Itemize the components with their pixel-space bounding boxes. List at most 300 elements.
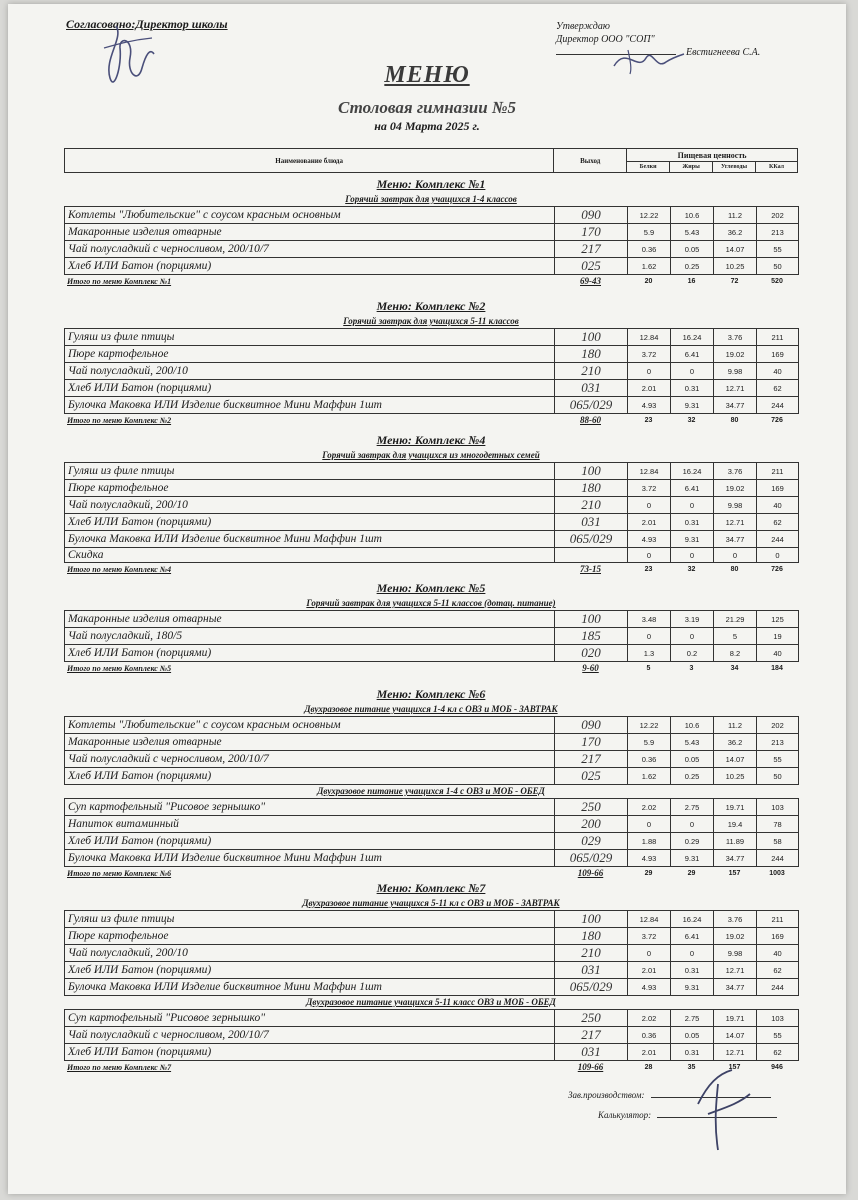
- fat-value: 0: [671, 816, 714, 833]
- protein-value: 0: [628, 945, 671, 962]
- dish-name: Гуляш из филе птицы: [65, 463, 555, 480]
- table-row: [65, 346, 799, 363]
- table-row: [65, 751, 799, 768]
- dish-name: Хлеб ИЛИ Батон (порциями): [65, 833, 555, 850]
- total-label: Итого по меню Комплекс №4: [67, 564, 172, 574]
- fat-value: 5.43: [671, 734, 714, 751]
- total-kcal: 1003: [769, 869, 785, 877]
- section-title: Меню: Комплекс №4: [376, 433, 486, 447]
- dish-output: 250: [555, 799, 628, 816]
- kcal-value: 103: [757, 799, 799, 816]
- group-subtitle: Двухразовое питание учащихся 1-4 кл с ОВЗ и МОБ - ЗАВТРАК: [304, 704, 558, 714]
- dish-output: 031: [555, 962, 628, 979]
- protein-value: 0.36: [628, 751, 671, 768]
- protein-value: 12.84: [628, 463, 671, 480]
- dish-output: 065/029: [555, 850, 628, 867]
- table-row: [65, 207, 799, 224]
- table-row: [65, 611, 799, 628]
- total-kcal: 184: [771, 664, 783, 672]
- group-subtitle: Горячий завтрак для учащихся из многодетных семей: [322, 450, 540, 460]
- total-fat: 16: [687, 277, 696, 285]
- total-protein: 28: [644, 1063, 653, 1071]
- kcal-value: 103: [757, 1010, 799, 1027]
- total-label: Итого по меню Комплекс №5: [67, 663, 172, 673]
- carbs-value: 12.71: [714, 380, 757, 397]
- fat-value: 9.31: [671, 531, 714, 548]
- kcal-value: 125: [757, 611, 799, 628]
- section-title: Меню: Комплекс №5: [376, 581, 486, 595]
- dish-name: Хлеб ИЛИ Батон (порциями): [65, 258, 555, 275]
- protein-value: 0.36: [628, 1027, 671, 1044]
- total-price: 88-60: [580, 415, 601, 425]
- protein-value: 1.88: [628, 833, 671, 850]
- carbs-value: 11.2: [714, 207, 757, 224]
- dish-name: Хлеб ИЛИ Батон (порциями): [65, 768, 555, 785]
- total-price: 73-15: [580, 564, 601, 574]
- dish-output: 217: [555, 1027, 628, 1044]
- total-price: 109-66: [577, 868, 604, 878]
- fat-value: 6.41: [671, 928, 714, 945]
- carbs-value: 12.71: [714, 1044, 757, 1061]
- kcal-value: 55: [757, 241, 799, 258]
- dish-name: Пюре картофельное: [65, 346, 555, 363]
- protein-value: 3.48: [628, 611, 671, 628]
- total-carbs: 34: [730, 664, 739, 672]
- table-row: [65, 850, 799, 867]
- header-col: Жиры: [670, 162, 713, 173]
- dish-output: 100: [555, 911, 628, 928]
- kcal-value: 40: [757, 945, 799, 962]
- total-fat: 29: [687, 869, 696, 877]
- kcal-value: 50: [757, 258, 799, 275]
- group-subtitle: Горячий завтрак для учащихся 5-11 классов: [343, 316, 519, 326]
- fat-value: 2.75: [671, 799, 714, 816]
- protein-value: 12.84: [628, 329, 671, 346]
- group-subtitle: Двухразовое питание учащихся 1-4 с ОВЗ и МОБ - ОБЕД: [317, 786, 545, 796]
- dish-name: Суп картофельный "Рисовое зернышко": [65, 1010, 555, 1027]
- carbs-value: 3.76: [714, 329, 757, 346]
- total-row: [64, 662, 798, 674]
- carbs-value: 12.71: [714, 514, 757, 531]
- kcal-value: 202: [757, 717, 799, 734]
- fat-value: 6.41: [671, 480, 714, 497]
- dish-name: Гуляш из филе птицы: [65, 329, 555, 346]
- fat-value: 0.31: [671, 380, 714, 397]
- fat-value: 0: [671, 945, 714, 962]
- kcal-value: 169: [757, 346, 799, 363]
- dish-name: Булочка Маковка ИЛИ Изделие бисквитное Мини Маффин 1шт: [65, 850, 555, 867]
- menu-table: [64, 716, 799, 785]
- kcal-value: 244: [757, 531, 799, 548]
- carbs-value: 3.76: [714, 911, 757, 928]
- total-kcal: 946: [771, 1063, 783, 1071]
- dish-name: Чай полусладкий, 200/10: [65, 945, 555, 962]
- protein-value: 4.93: [628, 531, 671, 548]
- menu-section: [64, 686, 798, 879]
- dish-output: 090: [555, 207, 628, 224]
- protein-value: 4.93: [628, 979, 671, 996]
- table-row: [65, 380, 799, 397]
- table-row: [65, 962, 799, 979]
- fat-value: 3.19: [671, 611, 714, 628]
- dish-name: Чай полусладкий с черносливом, 200/10/7: [65, 241, 555, 258]
- dish-name: Котлеты "Любительские" с соусом красным основным: [65, 207, 555, 224]
- protein-value: 5.9: [628, 224, 671, 241]
- protein-value: 1.62: [628, 768, 671, 785]
- dish-name: Макаронные изделия отварные: [65, 224, 555, 241]
- total-label: Итого по меню Комплекс №1: [67, 276, 172, 286]
- table-row: [65, 717, 799, 734]
- page-title: МЕНЮ: [384, 62, 470, 88]
- dish-output: 031: [555, 514, 628, 531]
- protein-value: 0: [628, 363, 671, 380]
- fat-value: 0: [671, 363, 714, 380]
- kcal-value: 19: [757, 628, 799, 645]
- table-row: [65, 768, 799, 785]
- dish-name: Скидка: [65, 548, 555, 563]
- table-row: [65, 979, 799, 996]
- fat-value: 5.43: [671, 224, 714, 241]
- kcal-value: 202: [757, 207, 799, 224]
- total-row: [64, 275, 798, 287]
- protein-value: 2.02: [628, 799, 671, 816]
- total-carbs: 80: [730, 416, 739, 424]
- total-label: Итого по меню Комплекс №2: [67, 415, 172, 425]
- dish-output: 170: [555, 734, 628, 751]
- table-row: [65, 497, 799, 514]
- group-subtitle: Горячий завтрак для учащихся 5-11 классов (дотац. питание): [306, 598, 556, 608]
- menu-table: [64, 798, 799, 867]
- dish-output: 100: [555, 329, 628, 346]
- header-name: Наименование блюда: [65, 149, 554, 173]
- header-col: Углеводы: [713, 162, 756, 173]
- protein-value: 4.93: [628, 397, 671, 414]
- protein-value: 4.93: [628, 850, 671, 867]
- signature-bottom-icon: [688, 1064, 758, 1154]
- dish-name: Хлеб ИЛИ Батон (порциями): [65, 380, 555, 397]
- carbs-value: 19.02: [714, 480, 757, 497]
- table-row: [65, 397, 799, 414]
- approval-left: Согласовано:Директор школы: [66, 17, 228, 31]
- table-row: [65, 945, 799, 962]
- table-row: [65, 548, 799, 563]
- menu-table: [64, 610, 799, 662]
- dish-output: [555, 548, 628, 563]
- kcal-value: 62: [757, 962, 799, 979]
- protein-value: 0.36: [628, 241, 671, 258]
- fat-value: 0.05: [671, 751, 714, 768]
- dish-output: 217: [555, 241, 628, 258]
- fat-value: 9.31: [671, 397, 714, 414]
- fat-value: 16.24: [671, 911, 714, 928]
- fat-value: 0.25: [671, 258, 714, 275]
- carbs-value: 10.25: [714, 768, 757, 785]
- dish-output: 250: [555, 1010, 628, 1027]
- dish-name: Пюре картофельное: [65, 928, 555, 945]
- total-carbs: 80: [730, 565, 739, 573]
- fat-value: 0.29: [671, 833, 714, 850]
- page-subtitle: Столовая гимназии №5: [337, 98, 517, 117]
- carbs-value: 34.77: [714, 397, 757, 414]
- dish-name: Булочка Маковка ИЛИ Изделие бисквитное Мини Маффин 1шт: [65, 979, 555, 996]
- table-row: [65, 241, 799, 258]
- carbs-value: 34.77: [714, 850, 757, 867]
- total-row: [64, 414, 798, 426]
- approve-label: Утверждаю: [556, 21, 610, 32]
- table-row: [65, 628, 799, 645]
- dish-name: Напиток витаминный: [65, 816, 555, 833]
- total-protein: 5: [646, 664, 651, 672]
- director-label: Директор ООО "СОП": [556, 34, 655, 45]
- carbs-value: 36.2: [714, 734, 757, 751]
- kcal-value: 78: [757, 816, 799, 833]
- dish-output: 180: [555, 928, 628, 945]
- dish-name: Булочка Маковка ИЛИ Изделие бисквитное Мини Маффин 1шт: [65, 531, 555, 548]
- table-row: [65, 734, 799, 751]
- protein-value: 2.01: [628, 962, 671, 979]
- protein-value: 2.01: [628, 514, 671, 531]
- dish-name: Хлеб ИЛИ Батон (порциями): [65, 514, 555, 531]
- protein-value: 12.84: [628, 911, 671, 928]
- dish-name: Чай полусладкий с черносливом, 200/10/7: [65, 1027, 555, 1044]
- dish-output: 025: [555, 258, 628, 275]
- total-fat: 3: [689, 664, 694, 672]
- total-kcal: 726: [771, 565, 783, 573]
- header-col: ККал: [756, 162, 798, 173]
- calculator-label: Калькулятор:: [598, 1110, 652, 1120]
- dish-output: 210: [555, 945, 628, 962]
- kcal-value: 55: [757, 751, 799, 768]
- kcal-value: 55: [757, 1027, 799, 1044]
- dish-output: 180: [555, 480, 628, 497]
- table-row: [65, 1044, 799, 1061]
- group-subtitle: Горячий завтрак для учащихся 1-4 классов: [345, 194, 517, 204]
- kcal-value: 213: [757, 224, 799, 241]
- dish-name: Котлеты "Любительские" с соусом красным основным: [65, 717, 555, 734]
- dish-output: 180: [555, 346, 628, 363]
- dish-output: 170: [555, 224, 628, 241]
- total-label: Итого по меню Комплекс №6: [67, 868, 172, 878]
- protein-value: 2.02: [628, 1010, 671, 1027]
- menu-section: [64, 176, 798, 287]
- dish-output: 065/029: [555, 397, 628, 414]
- kcal-value: 40: [757, 497, 799, 514]
- fat-value: 16.24: [671, 329, 714, 346]
- table-row: [65, 1027, 799, 1044]
- kcal-value: 169: [757, 480, 799, 497]
- table-row: [65, 480, 799, 497]
- fat-value: 10.6: [671, 717, 714, 734]
- menu-section: [64, 432, 798, 575]
- group-subtitle: Двухразовое питание учащихся 5-11 класс ОВЗ и МОБ - ОБЕД: [306, 997, 556, 1007]
- carbs-value: 14.07: [714, 1027, 757, 1044]
- carbs-value: 10.25: [714, 258, 757, 275]
- dish-output: 031: [555, 1044, 628, 1061]
- carbs-value: 36.2: [714, 224, 757, 241]
- protein-value: 5.9: [628, 734, 671, 751]
- dish-output: 090: [555, 717, 628, 734]
- kcal-value: 0: [757, 548, 799, 563]
- protein-value: 0: [628, 816, 671, 833]
- total-protein: 29: [644, 869, 653, 877]
- carbs-value: 5: [714, 628, 757, 645]
- dish-output: 210: [555, 363, 628, 380]
- dish-output: 065/029: [555, 979, 628, 996]
- table-row: [65, 531, 799, 548]
- carbs-value: 12.71: [714, 962, 757, 979]
- carbs-value: 11.89: [714, 833, 757, 850]
- total-label: Итого по меню Комплекс №7: [67, 1062, 172, 1072]
- fat-value: 0.25: [671, 768, 714, 785]
- dish-name: Чай полусладкий, 200/10: [65, 363, 555, 380]
- dish-name: Пюре картофельное: [65, 480, 555, 497]
- fat-value: 9.31: [671, 979, 714, 996]
- kcal-value: 40: [757, 363, 799, 380]
- document-page: [8, 4, 846, 1194]
- total-price: 69-43: [580, 276, 601, 286]
- carbs-value: 14.07: [714, 751, 757, 768]
- carbs-value: 34.77: [714, 531, 757, 548]
- table-row: [65, 833, 799, 850]
- total-kcal: 520: [771, 277, 783, 285]
- group-subtitle: Двухразовое питание учащихся 5-11 кл с ОВЗ и МОБ - ЗАВТРАК: [302, 898, 560, 908]
- menu-table: [64, 462, 799, 563]
- kcal-value: 62: [757, 1044, 799, 1061]
- dish-output: 100: [555, 611, 628, 628]
- total-carbs: 157: [728, 869, 741, 877]
- protein-value: 1.3: [628, 645, 671, 662]
- fat-value: 9.31: [671, 850, 714, 867]
- table-row: [65, 911, 799, 928]
- menu-table: [64, 206, 799, 275]
- dish-name: Макаронные изделия отварные: [65, 611, 555, 628]
- kcal-value: 62: [757, 380, 799, 397]
- table-row: [65, 463, 799, 480]
- fat-value: 0.05: [671, 241, 714, 258]
- total-row: [64, 563, 798, 575]
- table-row: [65, 1010, 799, 1027]
- protein-value: 12.22: [628, 717, 671, 734]
- protein-value: 0: [628, 548, 671, 563]
- dish-output: 200: [555, 816, 628, 833]
- dish-name: Чай полусладкий, 180/5: [65, 628, 555, 645]
- dish-name: Булочка Маковка ИЛИ Изделие бисквитное Мини Маффин 1шт: [65, 397, 555, 414]
- carbs-value: 21.29: [714, 611, 757, 628]
- kcal-value: 211: [757, 463, 799, 480]
- protein-value: 3.72: [628, 480, 671, 497]
- protein-value: 2.01: [628, 380, 671, 397]
- fat-value: 2.75: [671, 1010, 714, 1027]
- kcal-value: 62: [757, 514, 799, 531]
- total-carbs: 72: [730, 277, 739, 285]
- table-row: [65, 799, 799, 816]
- section-title: Меню: Комплекс №2: [376, 299, 486, 313]
- table-row: [65, 928, 799, 945]
- menu-section: [64, 880, 798, 1073]
- total-kcal: 726: [771, 416, 783, 424]
- fat-value: 6.41: [671, 346, 714, 363]
- table-row: [65, 514, 799, 531]
- dish-name: Хлеб ИЛИ Батон (порциями): [65, 962, 555, 979]
- total-row: [64, 867, 798, 879]
- kcal-value: 244: [757, 850, 799, 867]
- protein-value: 1.62: [628, 258, 671, 275]
- table-row: [65, 329, 799, 346]
- kcal-value: 244: [757, 397, 799, 414]
- table-row: [65, 816, 799, 833]
- menu-section: [64, 298, 798, 426]
- carbs-value: 19.4: [714, 816, 757, 833]
- dish-output: 185: [555, 628, 628, 645]
- kcal-value: 244: [757, 979, 799, 996]
- fat-value: 0: [671, 548, 714, 563]
- carbs-value: 3.76: [714, 463, 757, 480]
- carbs-value: 9.98: [714, 497, 757, 514]
- dish-output: 025: [555, 768, 628, 785]
- fat-value: 0.31: [671, 962, 714, 979]
- fat-value: 16.24: [671, 463, 714, 480]
- fat-value: 0.31: [671, 514, 714, 531]
- section-title: Меню: Комплекс №6: [376, 687, 486, 701]
- carbs-value: 9.98: [714, 363, 757, 380]
- dish-name: Чай полусладкий, 200/10: [65, 497, 555, 514]
- dish-name: Хлеб ИЛИ Батон (порциями): [65, 1044, 555, 1061]
- dish-name: Макаронные изделия отварные: [65, 734, 555, 751]
- protein-value: 12.22: [628, 207, 671, 224]
- header-nutrition: Пищевая ценность: [627, 149, 798, 162]
- protein-value: 2.01: [628, 1044, 671, 1061]
- total-protein: 23: [644, 565, 653, 573]
- carbs-value: 8.2: [714, 645, 757, 662]
- total-fat: 35: [687, 1063, 696, 1071]
- dish-output: 020: [555, 645, 628, 662]
- carbs-value: 19.02: [714, 928, 757, 945]
- carbs-value: 9.98: [714, 945, 757, 962]
- total-price: 9-60: [582, 663, 599, 673]
- menu-table: [64, 328, 799, 414]
- carbs-value: 0: [714, 548, 757, 563]
- fat-value: 0: [671, 628, 714, 645]
- table-header: [64, 148, 798, 173]
- section-title: Меню: Комплекс №7: [376, 881, 486, 895]
- dish-name: Хлеб ИЛИ Батон (порциями): [65, 645, 555, 662]
- fat-value: 0.31: [671, 1044, 714, 1061]
- carbs-value: 14.07: [714, 241, 757, 258]
- protein-value: 0: [628, 497, 671, 514]
- total-fat: 32: [687, 565, 696, 573]
- dish-name: Суп картофельный "Рисовое зернышко": [65, 799, 555, 816]
- kcal-value: 211: [757, 329, 799, 346]
- fat-value: 10.6: [671, 207, 714, 224]
- dish-output: 210: [555, 497, 628, 514]
- carbs-value: 11.2: [714, 717, 757, 734]
- table-row: [65, 258, 799, 275]
- table-row: [65, 224, 799, 241]
- dish-output: 065/029: [555, 531, 628, 548]
- total-protein: 23: [644, 416, 653, 424]
- section-title: Меню: Комплекс №1: [376, 177, 486, 191]
- fat-value: 0.05: [671, 1027, 714, 1044]
- table-row: [65, 363, 799, 380]
- menu-section: [64, 580, 798, 674]
- carbs-value: 19.02: [714, 346, 757, 363]
- protein-value: 3.72: [628, 346, 671, 363]
- kcal-value: 211: [757, 911, 799, 928]
- total-fat: 32: [687, 416, 696, 424]
- kcal-value: 58: [757, 833, 799, 850]
- total-carbs: 157: [728, 1063, 741, 1071]
- protein-value: 0: [628, 628, 671, 645]
